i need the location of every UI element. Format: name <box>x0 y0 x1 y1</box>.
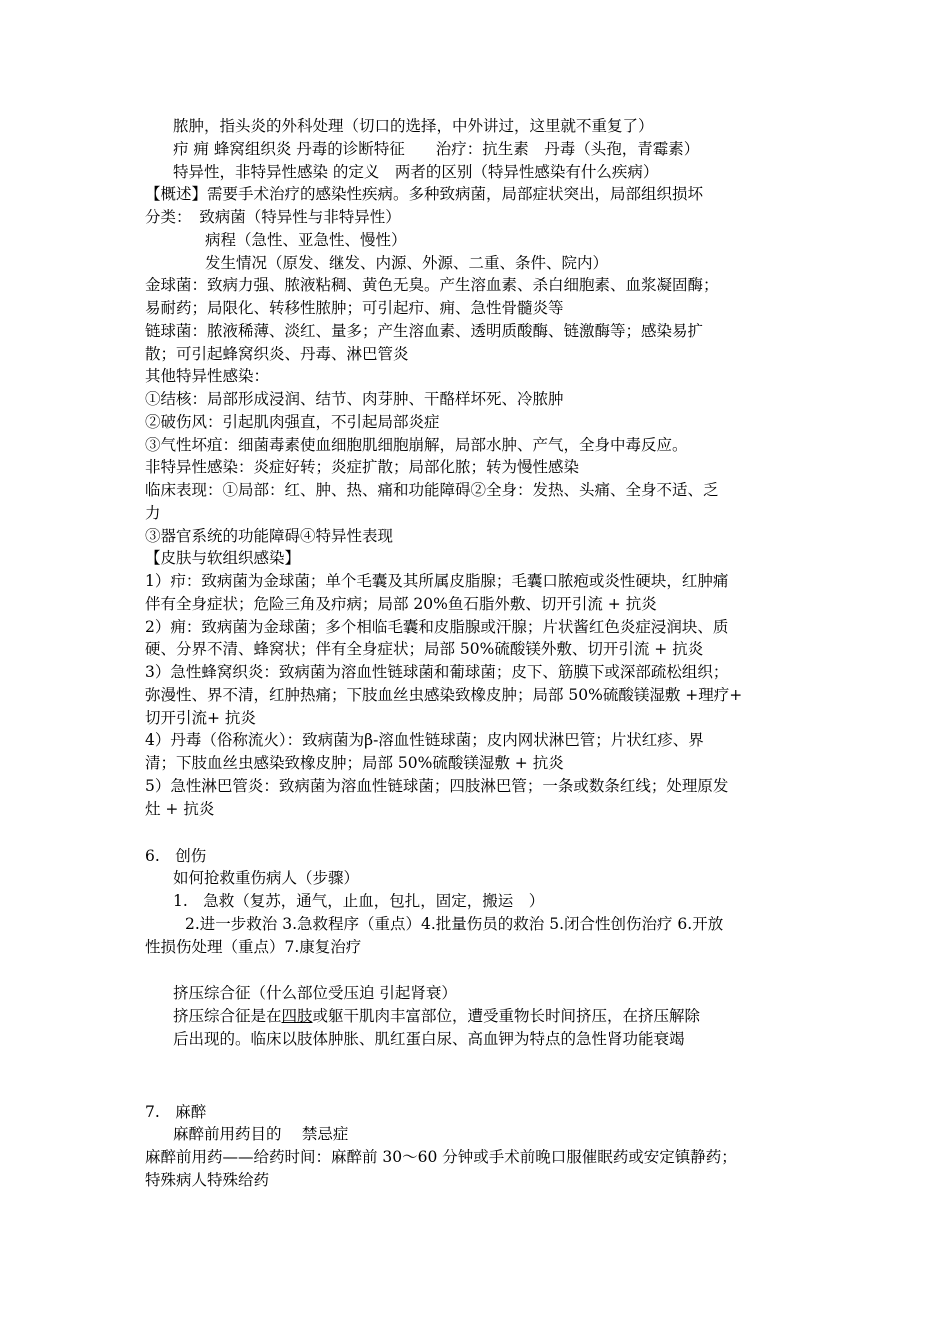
text-line: 清；下肢血丝虫感染致橡皮肿；局部 50%硫酸镁湿敷 + 抗炎 <box>145 754 564 772</box>
text-span: 或躯干肌肉丰富部位，遭受重物长时间挤压，在挤压解除 <box>312 1007 701 1025</box>
text-line: 疖 痈 蜂窝组织炎 丹毒的诊断特征 治疗：抗生素 丹毒（头孢，青霉素） <box>173 140 700 158</box>
text-line: 链球菌：脓液稀薄、淡红、量多；产生溶血素、透明质酸酶、链激酶等；感染易扩 <box>145 322 704 340</box>
text-line: 脓肿，指头炎的外科处理（切口的选择，中外讲过，这里就不重复了） <box>173 117 654 135</box>
text-line <box>173 1006 700 1026</box>
text-line: 1）疖：致病菌为金球菌；单个毛囊及其所属皮脂腺；毛囊口脓疱或炎性硬块，红肿痛 <box>145 572 729 590</box>
text-line: 分类： 致病菌（特异性与非特异性） <box>145 208 401 226</box>
text-span: 挤压综合征是在 <box>173 1007 282 1025</box>
text-line: 特殊病人特殊给药 <box>145 1171 270 1189</box>
underlined-term: 四肢 <box>281 1007 313 1025</box>
text-line: 后出现的。临床以肢体肿胀、肌红蛋白尿、高血钾为特点的急性肾功能衰竭 <box>173 1030 685 1048</box>
text-line: 临床表现：①局部：红、肿、热、痛和功能障碍②全身：发热、头痛、全身不适、乏 <box>145 481 719 499</box>
text-line: 1. 急救（复苏，通气，止血，包扎，固定，搬运 ） <box>173 892 545 910</box>
text-line: 伴有全身症状；危险三角及疖病；局部 20%鱼石脂外敷、切开引流 + 抗炎 <box>145 595 657 613</box>
text-line: 如何抢救重伤病人（步骤） <box>173 869 360 887</box>
text-line: 2）痈：致病菌为金球菌；多个相临毛囊和皮脂腺或汗腺；片状酱红色炎症浸润块、质 <box>145 618 729 636</box>
text-line: 弥漫性、界不清，红肿热痛；下肢血丝虫感染致橡皮肿；局部 50%硫酸镁湿敷 +理疗+ <box>145 686 743 704</box>
text-line: 易耐药；局限化、转移性脓肿；可引起疖、痈、急性骨髓炎等 <box>145 299 564 317</box>
section-heading-trauma: 6. 创伤 <box>145 847 207 865</box>
text-line: 特异性，非特异性感染 的定义 两者的区别（特异性感染有什么疾病） <box>173 163 659 181</box>
text-line: ③器官系统的功能障碍④特异性表现 <box>145 527 394 545</box>
text-line: 4）丹毒（俗称流火）：致病菌为β-溶血性链球菌；皮内网状淋巴管；片状红疹、界 <box>145 731 704 749</box>
text-line: 5）急性淋巴管炎：致病菌为溶血性链球菌；四肢淋巴管；一条或数条红线；处理原发 <box>145 777 729 795</box>
text-line: 3）急性蜂窝织炎：致病菌为溶血性链球菌和葡球菌；皮下、筋膜下或深部疏松组织； <box>145 663 729 681</box>
section-heading-skin-infection: 【皮肤与软组织感染】 <box>145 549 301 567</box>
text-line: 非特异性感染：炎症好转；炎症扩散；局部化脓；转为慢性感染 <box>145 458 580 476</box>
section-heading-overview: 【概述】需要手术治疗的感染性疾病。多种致病菌，局部症状突出，局部组织损坏 <box>145 185 704 203</box>
section-heading-anesthesia: 7. 麻醉 <box>145 1103 207 1121</box>
text-line: 切开引流+ 抗炎 <box>145 709 256 727</box>
text-line: 力 <box>145 504 161 522</box>
text-line: 挤压综合征（什么部位受压迫 引起肾衰） <box>173 984 457 1002</box>
text-line: 麻醉前用药——给药时间：麻醉前 30～60 分钟或手术前晚口服催眠药或安定镇静药； <box>145 1148 737 1166</box>
text-line: 灶 + 抗炎 <box>145 800 215 818</box>
text-line: 性损伤处理（重点）7.康复治疗 <box>145 938 362 956</box>
text-line: ③气性坏疽：细菌毒素使血细胞肌细胞崩解，局部水肿、产气，全身中毒反应。 <box>145 436 688 454</box>
text-line: ①结核：局部形成浸润、结节、肉芽肿、干酪样坏死、冷脓肿 <box>145 390 564 408</box>
text-line: 病程（急性、亚急性、慢性） <box>205 231 407 249</box>
text-line: 发生情况（原发、继发、内源、外源、二重、条件、院内） <box>205 254 609 272</box>
text-line: 其他特异性感染： <box>145 367 270 385</box>
text-line: 硬、分界不清、蜂窝状；伴有全身症状；局部 50%硫酸镁外敷、切开引流 + 抗炎 <box>145 640 704 658</box>
text-line: ②破伤风：引起肌肉强直，不引起局部炎症 <box>145 413 440 431</box>
text-line: 麻醉前用药目的 禁忌症 <box>173 1125 349 1143</box>
text-line: 2.进一步救治 3.急救程序（重点）4.批量伤员的救治 5.闭合性创伤治疗 6.开放 <box>185 915 724 933</box>
text-line: 金球菌：致病力强、脓液粘稠、黄色无臭。产生溶血素、杀白细胞素、血浆凝固酶； <box>145 276 719 294</box>
text-line: 散；可引起蜂窝织炎、丹毒、淋巴管炎 <box>145 345 409 363</box>
